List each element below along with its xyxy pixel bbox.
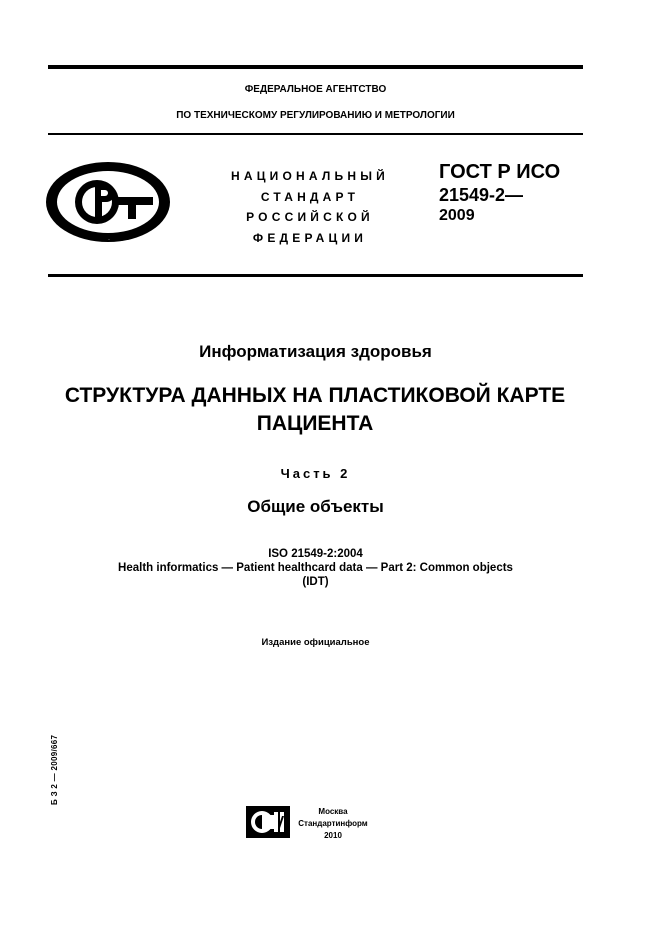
document-title bbox=[30, 382, 600, 438]
publisher-city: Москва bbox=[318, 807, 348, 816]
agency-line-1: ФЕДЕРАЛЬНОЕ АГЕНТСТВО bbox=[244, 84, 387, 95]
national-line-3: РОССИЙСКОЙ bbox=[246, 210, 374, 224]
top-rule bbox=[48, 65, 583, 69]
standartinform-logo bbox=[246, 806, 290, 843]
header-rule bbox=[48, 133, 583, 135]
gost-r-logo bbox=[44, 160, 172, 249]
gost-designation bbox=[439, 160, 560, 226]
publisher-info bbox=[298, 806, 368, 842]
national-line-4: ФЕДЕРАЦИИ bbox=[252, 230, 368, 245]
publisher-name: Стандартинформ bbox=[298, 819, 368, 828]
gost-line-3: 2009 bbox=[439, 207, 475, 224]
agency-line-2: ПО ТЕХНИЧЕСКОМУ РЕГУЛИРОВАНИЮ И МЕТРОЛОГИИ bbox=[176, 110, 455, 121]
block-rule bbox=[48, 274, 583, 277]
title-line-1: СТРУКТУРА ДАННЫХ НА ПЛАСТИКОВОЙ КАРТЕ bbox=[64, 384, 566, 407]
national-standard-label bbox=[200, 166, 420, 248]
iso-title: Health informatics — Patient healthcard data — Part 2: Common objects bbox=[118, 562, 513, 574]
part-number: Часть 2 bbox=[280, 466, 351, 481]
margin-code: Б З 2 — 2009/667 bbox=[50, 734, 59, 805]
iso-idt: (IDT) bbox=[302, 576, 329, 588]
document-subtitle: Информатизация здоровья bbox=[199, 342, 432, 361]
national-line-1: НАЦИОНАЛЬНЫЙ bbox=[230, 169, 390, 183]
national-line-2: СТАНДАРТ bbox=[260, 189, 360, 204]
iso-reference bbox=[48, 547, 583, 589]
edition-label: Издание официальное bbox=[261, 637, 370, 648]
part-name: Общие объекты bbox=[247, 497, 384, 516]
iso-number: ISO 21549-2:2004 bbox=[268, 548, 363, 560]
gost-line-1: ГОСТ Р ИСО bbox=[439, 161, 561, 183]
gost-line-2: 21549-2— bbox=[439, 185, 524, 205]
publisher-year: 2010 bbox=[324, 831, 342, 840]
title-line-2: ПАЦИЕНТА bbox=[256, 412, 374, 435]
gost-logo-text: РСТ bbox=[108, 240, 110, 241]
publisher-logo-text: СИ bbox=[268, 837, 270, 838]
